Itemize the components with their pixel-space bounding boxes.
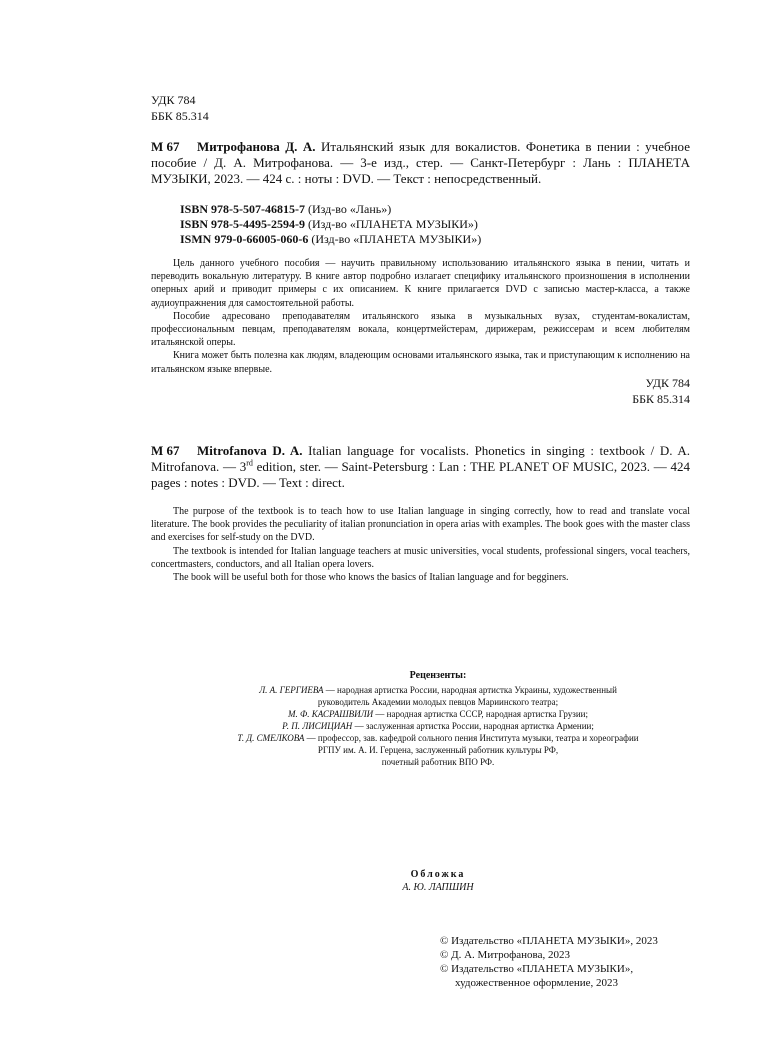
reviewer-3: [228, 720, 648, 732]
reviewer-1-cont: руководитель Академии молодых певцов Мариинского театра;: [317, 697, 559, 707]
copyright-2: © Д. А. Митрофанова, 2023: [440, 949, 570, 961]
ru-author: Митрофанова Д. А.: [197, 139, 316, 154]
ru-abstract-paragraph-1: Цель данного учебного пособия — научить правильному использованию итальянского языка в пении, читать и переводить вокальную литературу. В книге автор подробно излагает специфику итальянского произношения в исполнении оперных арий и приводит примеры с их описанием. К книге прилагается DVD с записью мастер-класса, а также аудиоупражнения для самостоятельной работы.: [151, 258, 690, 309]
ru-entry-text: Итальянский язык для вокалистов. Фонетика в пении : учебное пособие / Д. А. Митрофанова. — 3-е изд., стер. — Санкт-Петербург : Лань : ПЛАНЕТА МУЗЫКИ, 2023. — 424 с. : ноты : DVD. — Текст : непосредственный.: [151, 139, 690, 186]
ru-abstract: [151, 257, 690, 376]
ru-abstract-paragraph-2: Пособие адресовано преподавателям итальянского языка в музыкальных вузах, студентам-вокалистам, профессиональным певцам, преподавателям вокала, концертмейстерам, дирижерам, режиссерам и всем любителям итальянской оперы.: [151, 310, 690, 349]
reviewers-heading: Рецензенты:: [409, 670, 467, 681]
copyright-3: © Издательство «ПЛАНЕТА МУЗЫКИ»,: [440, 963, 634, 975]
ru-abstract-paragraph-3: Книга может быть полезна как людям, владеющим основами итальянского языка, так и приступающим к исполнению на итальянском языке впервые.: [151, 350, 690, 375]
cover-heading: Обложка: [410, 869, 466, 880]
reviewer-2-name: М. Ф. КАСРАШВИЛИ: [288, 709, 374, 719]
isbn-number-2: ISBN 978-5-4495-2594-9: [180, 217, 305, 231]
bbk-top: ББК 85.314: [151, 109, 209, 123]
reviewer-4-cont: РГПУ им. А. И. Герцена, заслуженный работник культуры РФ,: [317, 745, 559, 755]
bbk-right: ББК 85.314: [632, 392, 690, 406]
isbn-line-2: [180, 216, 478, 232]
udk-right: УДК 784: [645, 376, 690, 390]
isbn-publisher-2: (Изд-во «ПЛАНЕТА МУЗЫКИ»): [305, 217, 478, 231]
en-catalog-entry: [151, 443, 690, 491]
isbn-publisher-1: (Изд-во «Лань»): [305, 202, 392, 216]
en-abstract: [151, 505, 690, 584]
reviewer-1-desc: — народная артистка России, народная артистка Украины, художественный: [323, 685, 617, 695]
ismn-line: [180, 231, 481, 247]
reviewer-2-desc: — народная артистка СССР, народная артистка Грузии;: [373, 709, 588, 719]
reviewer-3-name: Р. П. ЛИСИЦИАН: [282, 721, 353, 731]
cover-designer: А. Ю. ЛАПШИН: [402, 882, 474, 893]
reviewer-4-cont-2: почетный работник ВПО РФ.: [381, 757, 495, 767]
en-abstract-paragraph-3: The book will be useful both for those who knows the basics of Italian language and for begginers.: [173, 572, 569, 584]
ru-catalog-entry: [151, 139, 690, 187]
reviewer-4-desc: — профессор, зав. кафедрой сольного пения Института музыки, театра и хореографии: [304, 733, 639, 743]
reviewer-1: [228, 684, 648, 696]
en-abstract-paragraph-2: The textbook is intended for Italian language teachers at music universities, vocal students, professional singers, vocal teachers, concertmasters, conductors, and all Italian opera lovers.: [151, 545, 690, 570]
reviewer-2: [228, 708, 648, 720]
ismn-publisher: (Изд-во «ПЛАНЕТА МУЗЫКИ»): [308, 232, 482, 246]
en-entry-superscript: rd: [246, 458, 253, 468]
ru-catalog-code: М 67: [151, 139, 180, 154]
reviewer-4: [208, 732, 668, 744]
isbn-number-1: ISBN 978-5-507-46815-7: [180, 202, 305, 216]
copyright-3-cont: художественное оформление, 2023: [455, 977, 619, 989]
isbn-line-1: [180, 201, 391, 217]
en-catalog-code: М 67: [151, 443, 180, 458]
en-entry-text-2: edition, ster. — Saint-Petersburg : Lan : THE PLANET OF MUSIC, 2023. — 424 pages : notes : DVD. — Text : direct.: [151, 459, 691, 490]
en-author: Mitrofanova D. A.: [197, 443, 303, 458]
reviewer-1-name: Л. А. ГЕРГИЕВА: [259, 685, 324, 695]
en-abstract-paragraph-1: The purpose of the textbook is to teach how to use Italian language in singing correctly, how to read and translate vocal literature. The book provides the peculiarity of italian pronunciation in opera arias with examples. The book goes with the master class and exercises for self-study on the DVD.: [151, 506, 690, 544]
copyright-1: © Издательство «ПЛАНЕТА МУЗЫКИ», 2023: [440, 935, 658, 947]
ismn-number: ISMN 979-0-66005-060-6: [180, 232, 309, 246]
reviewer-4-name: Т. Д. СМЕЛКОВА: [237, 733, 305, 743]
udk-top: УДК 784: [151, 93, 196, 107]
en-entry-text-1: Italian language for vocalists. Phonetics in singing : textbook / D. A. Mitrofanova. — 3: [151, 443, 690, 474]
reviewer-3-desc: — заслуженная артистка России, народная артистка Армении;: [352, 721, 594, 731]
